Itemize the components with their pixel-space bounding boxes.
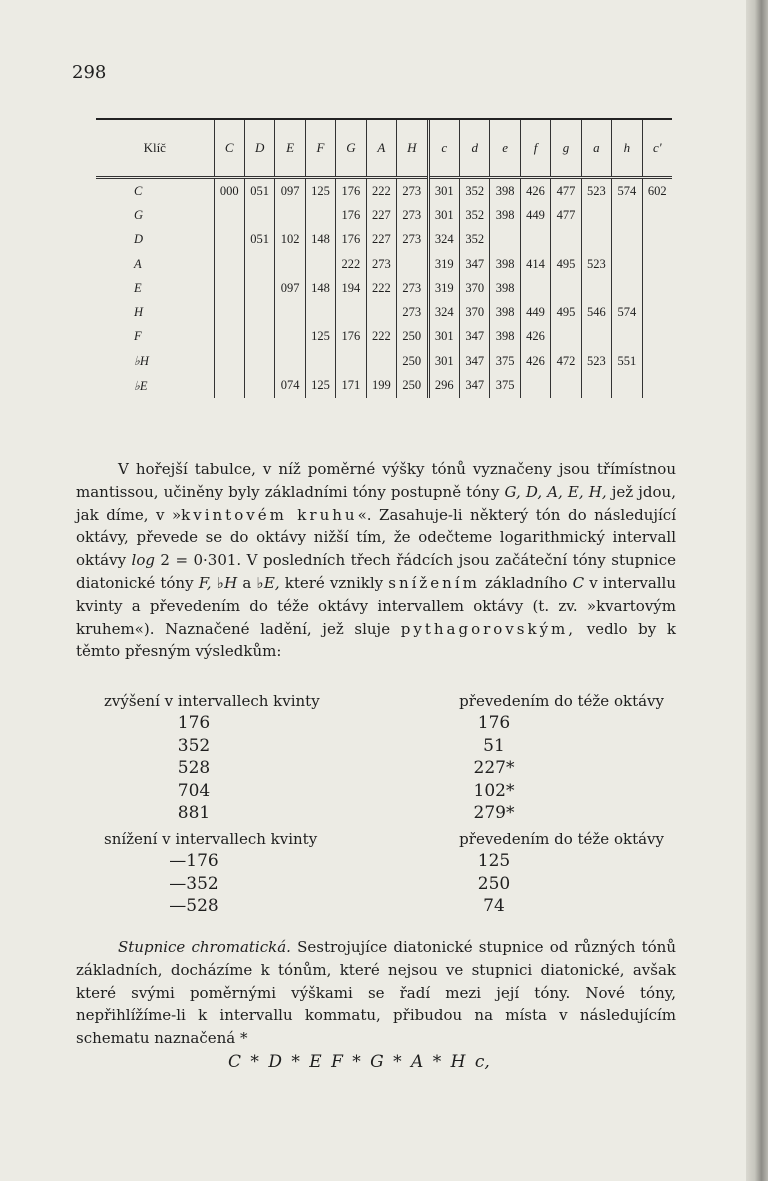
table-cell (490, 228, 520, 252)
table-cell (612, 325, 642, 349)
table-cell: 250 (397, 325, 428, 349)
scale-schema: C * D * E F * G * A * H c, (228, 1052, 490, 1072)
table-cell: 574 (612, 300, 642, 324)
table-cell (214, 325, 244, 349)
table-cell: 301 (428, 325, 459, 349)
table-cell: 051 (244, 228, 274, 252)
table-cell (581, 325, 611, 349)
table-cell (275, 252, 305, 276)
table-cell: 074 (275, 373, 305, 397)
table-cell: 546 (581, 300, 611, 324)
table-cell (214, 228, 244, 252)
table-cell (612, 203, 642, 227)
interval-row: 528 227* (177, 758, 515, 778)
col-header: E (275, 120, 305, 178)
table-cell: 273 (397, 228, 428, 252)
tone-table-body (96, 178, 672, 398)
key-header: Klíč (143, 140, 166, 155)
table-cell (612, 276, 642, 300)
col-header: e (490, 120, 520, 178)
row-label: A (134, 256, 142, 271)
table-cell (642, 228, 672, 252)
row-label: D (134, 232, 144, 247)
table-cell: 574 (612, 178, 642, 204)
table-cell: 273 (397, 178, 428, 204)
table-cell: 347 (460, 325, 490, 349)
table-cell (244, 252, 274, 276)
lower-left-header: snížení v intervallech kvinty (104, 830, 318, 848)
table-cell: 199 (366, 373, 396, 397)
table-cell (305, 252, 335, 276)
tone-table-row (96, 276, 672, 300)
col-header: a (581, 120, 611, 178)
table-cell (642, 349, 672, 373)
raise-right-header: převedením do téže oktávy (459, 692, 664, 710)
table-cell (581, 203, 611, 227)
table-cell (244, 300, 274, 324)
row-label: C (96, 178, 214, 204)
table-cell (551, 228, 581, 252)
table-cell: 370 (460, 300, 490, 324)
table-cell (612, 252, 642, 276)
table-cell (244, 373, 274, 397)
table-cell: 176 (336, 178, 366, 204)
table-cell: 273 (397, 276, 428, 300)
table-cell: 125 (305, 325, 335, 349)
table-cell (397, 252, 428, 276)
table-cell: 319 (428, 276, 459, 300)
row-label: ♭E (134, 378, 148, 393)
table-cell (336, 300, 366, 324)
table-cell: 426 (520, 325, 550, 349)
table-cell (520, 276, 550, 300)
table-cell (214, 252, 244, 276)
table-cell (275, 349, 305, 373)
table-cell: 523 (581, 252, 611, 276)
table-cell: 551 (612, 349, 642, 373)
col-header: g (551, 120, 581, 178)
tone-table-row (96, 203, 672, 227)
table-cell (366, 349, 396, 373)
tone-table-row (96, 325, 672, 349)
table-cell (642, 373, 672, 397)
table-cell: 398 (490, 276, 520, 300)
table-cell: 602 (642, 178, 672, 204)
table-cell: 176 (336, 228, 366, 252)
table-cell: 301 (428, 178, 459, 204)
table-cell: 097 (275, 178, 305, 204)
row-label: F (134, 329, 142, 344)
col-header: F (305, 120, 335, 178)
tone-table-area (96, 118, 672, 398)
row-label: H (134, 305, 144, 320)
table-cell: 449 (520, 300, 550, 324)
lower-right-header: převedením do téže oktávy (459, 830, 664, 848)
tone-table-row (96, 300, 672, 324)
page-number: 298 (72, 62, 107, 83)
table-cell: 352 (460, 178, 490, 204)
interval-row: —176 125 (169, 851, 511, 871)
raise-intervals (104, 692, 664, 825)
raise-left-header: zvýšení v intervallech kvinty (104, 692, 320, 710)
table-cell (642, 300, 672, 324)
table-cell: 273 (397, 300, 428, 324)
col-header: f (520, 120, 550, 178)
table-cell: 222 (366, 276, 396, 300)
table-cell: 426 (520, 178, 550, 204)
col-header: d (460, 120, 490, 178)
col-header: D (244, 120, 274, 178)
table-cell (612, 228, 642, 252)
table-cell (275, 300, 305, 324)
interval-row: 176 176 (177, 713, 511, 733)
col-header: G (336, 120, 366, 178)
table-cell: 222 (336, 252, 366, 276)
table-cell: 352 (460, 228, 490, 252)
table-cell: 477 (551, 203, 581, 227)
table-cell: 495 (551, 300, 581, 324)
table-cell: 000 (214, 178, 244, 204)
interval-row: 881 279* (177, 803, 515, 823)
table-cell: 171 (336, 373, 366, 397)
tone-table (96, 120, 672, 398)
interval-row: —352 250 (169, 873, 511, 894)
table-cell (214, 349, 244, 373)
table-cell (244, 325, 274, 349)
table-cell: 495 (551, 252, 581, 276)
table-cell: 347 (460, 252, 490, 276)
table-cell: 176 (336, 203, 366, 227)
table-cell: 301 (428, 203, 459, 227)
table-cell (244, 276, 274, 300)
table-cell: 375 (490, 349, 520, 373)
paragraph-chromatic-scale: Stupnice chromatická. Sestrojujíce diatonické stupnice od různých tónů základních, docházíme k tónům, které nejsou ve stupnici diatonické, avšak které svými poměrnými výškami se řadí mezi její tóny. Nové tóny, nepřihlížíme-li k intervallu kommatu, přibudou na místa v následujícím schematu naznačená * (76, 938, 676, 1048)
table-cell: 472 (551, 349, 581, 373)
table-cell (581, 228, 611, 252)
table-cell: 398 (490, 325, 520, 349)
table-cell: 250 (397, 373, 428, 397)
table-cell: 324 (428, 300, 459, 324)
table-cell: 426 (520, 349, 550, 373)
table-cell (214, 203, 244, 227)
lower-intervals (104, 830, 664, 918)
table-cell: 324 (428, 228, 459, 252)
table-cell: 347 (460, 373, 490, 397)
table-cell: 523 (581, 178, 611, 204)
table-cell: 319 (428, 252, 459, 276)
table-cell (642, 325, 672, 349)
table-cell (581, 373, 611, 397)
table-cell (581, 276, 611, 300)
row-label: ♭H (134, 354, 149, 369)
table-cell: 398 (490, 178, 520, 204)
table-cell (244, 349, 274, 373)
table-cell (305, 349, 335, 373)
table-cell: 375 (490, 373, 520, 397)
table-cell (520, 228, 550, 252)
tone-table-row (96, 252, 672, 276)
page-edge (746, 0, 768, 1181)
table-cell: 222 (366, 178, 396, 204)
table-cell (214, 276, 244, 300)
interval-row: —528 74 (169, 896, 505, 916)
tone-table-header (96, 120, 672, 178)
paragraph-table-explanation: V hořejší tabulce, v níž poměrné výšky tónů vyznačeny jsou třímístnou mantissou, učiněny byly základními tóny postupně tóny G, D, A, E, H, jež jdou, jak díme, v »kvintovém kruhu«. Zasahuje-li některý tón do následující oktávy, převede se do oktávy nižší tím, že odečteme logarithmický intervall oktávy log 2 = 0·301. V posledních třech řádcích jsou začáteční tóny stupnice diatonické tóny F, ♭H a ♭E, které vznikly snížením základního C v intervallu kvinty a převedením do téže oktávy intervallem oktávy (t. zv. »kvartovým kruhem«). Naznačené ladění, jež sluje pythagorovským, vedlo by k těmto přesným výsledkům: (76, 460, 677, 661)
table-cell: 347 (460, 349, 490, 373)
col-header: h (612, 120, 642, 178)
table-cell (244, 203, 274, 227)
table-cell: 398 (490, 300, 520, 324)
table-cell: 398 (490, 252, 520, 276)
row-label: G (134, 207, 144, 222)
table-cell: 176 (336, 325, 366, 349)
table-cell (305, 300, 335, 324)
table-cell: 148 (305, 276, 335, 300)
table-cell (214, 373, 244, 397)
col-header: A (366, 120, 396, 178)
table-cell: 097 (275, 276, 305, 300)
table-cell (642, 276, 672, 300)
table-cell (366, 300, 396, 324)
table-cell (551, 325, 581, 349)
col-header: C (214, 120, 244, 178)
table-cell: 477 (551, 178, 581, 204)
table-cell: 148 (305, 228, 335, 252)
table-cell: 051 (244, 178, 274, 204)
table-cell: 398 (490, 203, 520, 227)
table-cell (305, 203, 335, 227)
col-header: c' (642, 120, 672, 178)
tone-table-row (96, 373, 672, 397)
table-cell (642, 252, 672, 276)
table-cell: 125 (305, 373, 335, 397)
table-cell (214, 300, 244, 324)
table-cell: 273 (366, 252, 396, 276)
table-cell (520, 373, 550, 397)
tone-table-row (96, 228, 672, 252)
table-cell: 370 (460, 276, 490, 300)
table-cell: 227 (366, 203, 396, 227)
table-cell (551, 373, 581, 397)
table-cell: 194 (336, 276, 366, 300)
tone-table-row (96, 349, 672, 373)
table-cell: 301 (428, 349, 459, 373)
table-cell: 296 (428, 373, 459, 397)
table-cell: 449 (520, 203, 550, 227)
interval-row: 704 102* (177, 780, 515, 801)
table-cell (275, 325, 305, 349)
chromatic-title: Stupnice chromatická. (118, 938, 291, 956)
table-cell: 414 (520, 252, 550, 276)
col-header: H (397, 120, 428, 178)
table-cell (336, 349, 366, 373)
row-label: E (134, 280, 142, 295)
interval-row: 352 51 (177, 735, 505, 756)
table-cell: 250 (397, 349, 428, 373)
table-cell (275, 203, 305, 227)
table-cell: 102 (275, 228, 305, 252)
table-cell (642, 203, 672, 227)
table-cell: 227 (366, 228, 396, 252)
table-cell: 125 (305, 178, 335, 204)
table-cell: 352 (460, 203, 490, 227)
table-cell: 523 (581, 349, 611, 373)
col-header: c (428, 120, 459, 178)
tone-table-row (96, 178, 672, 204)
table-cell (612, 373, 642, 397)
table-cell (551, 276, 581, 300)
table-cell: 222 (366, 325, 396, 349)
table-cell: 273 (397, 203, 428, 227)
